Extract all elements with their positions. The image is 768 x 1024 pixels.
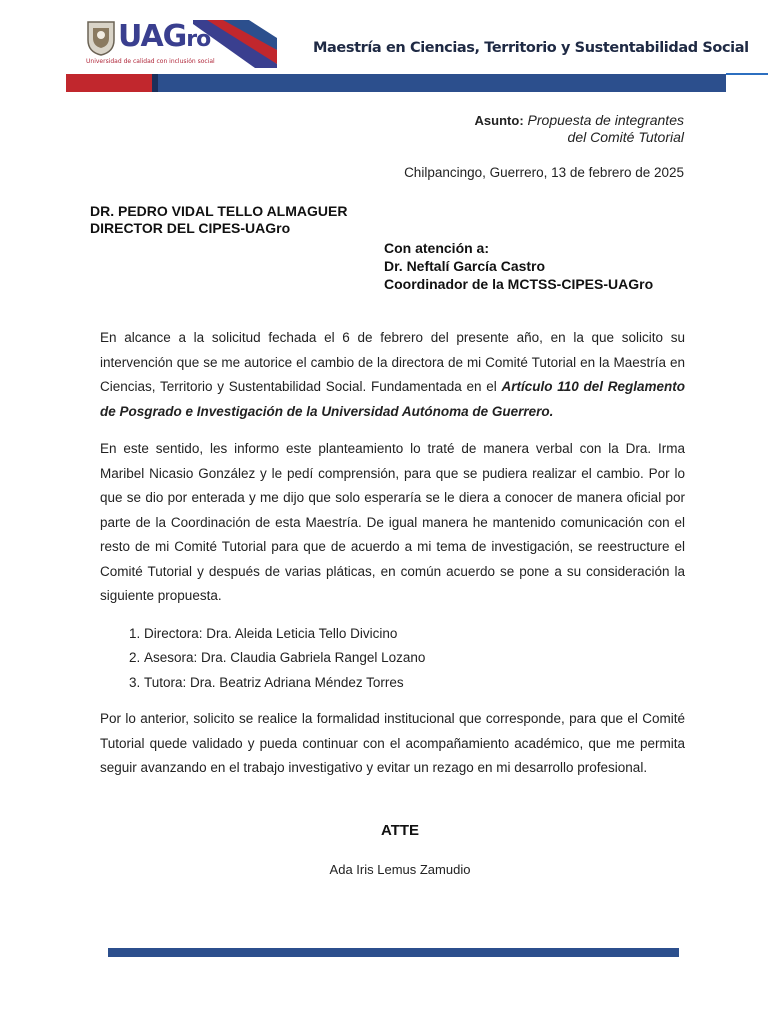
header-bar <box>66 74 726 92</box>
footer-bar <box>108 948 679 957</box>
signer-name: Ada Iris Lemus Zamudio <box>329 862 471 877</box>
attention-title: Coordinador de la MCTSS-CIPES-UAGro <box>384 276 654 292</box>
recipient-name: DR. PEDRO VIDAL TELLO ALMAGUER <box>90 203 348 219</box>
attention-block <box>384 239 653 293</box>
logo-wordmark: UAGro <box>118 19 211 54</box>
list-item: 1. Directora: Dra. Aleida Leticia Tello Divicino <box>144 622 685 647</box>
subject-line-2: del Comité Tutorial <box>567 129 684 145</box>
subject-block <box>475 112 684 146</box>
subject-label: Asunto: <box>474 113 524 128</box>
list-item: 3. Tutora: Dra. Beatriz Adriana Méndez Torres <box>144 671 685 696</box>
list-item: 2. Asesora: Dra. Claudia Gabriela Rangel Lozano <box>144 646 685 671</box>
university-crest-icon <box>84 20 118 56</box>
attention-label: Con atención a: <box>384 240 490 256</box>
proposal-list <box>100 622 685 696</box>
paragraph-2: En este sentido, les informo este planteamiento lo traté de manera verbal con la Dra. Irma Maribel Nicasio González y le pedí comprensión, para que se pudiera realizar el cambio. Por lo que se dio por enterada y me dijo que solo esperaría se le diera a conocer de manera oficial por parte de la Coordinación de esta Maestría. De igual manera he mantenido comunicación con el resto de mi Comité Tutorial para que de acuerdo a mi tema de investigación, se reestructure el Comité Tutorial y después de varias pláticas, en común acuerdo se pone a su consideración la siguiente propuesta. <box>100 441 685 603</box>
paragraph-1: En alcance a la solicitud fechada el 6 de febrero del presente año, en la que solicito su intervención que se me autorice el cambio de la directora de mi Comité Tutorial en la Maestría en Ciencias, Territorio y Sustentabilidad Social. Fundamentada en el Artículo 110 del Reglamento de Posgrado e Investigación de la Universidad Autónoma de Guerrero. <box>100 330 685 419</box>
recipient-title: DIRECTOR DEL CIPES-UAGro <box>90 220 291 236</box>
subject-line-1: Propuesta de integrantes <box>527 112 684 128</box>
attention-name: Dr. Neftalí García Castro <box>384 258 546 274</box>
header-accent-line <box>726 73 768 75</box>
letter-date: Chilpancingo, Guerrero, 13 de febrero de 2025 <box>404 165 684 180</box>
regulation-reference: Artículo 110 del Reglamento de Posgrado e Investigación de la Universidad Autónoma de Guerrero. <box>100 379 685 419</box>
program-title: Maestría en Ciencias, Territorio y Sustentabilidad Social <box>313 40 749 56</box>
logo-tagline: Universidad de calidad con inclusión social <box>86 58 215 65</box>
letter-body <box>100 326 685 794</box>
recipient-block <box>90 203 347 237</box>
closing-atte: ATTE <box>380 822 420 839</box>
paragraph-3: Por lo anterior, solicito se realice la formalidad institucional que corresponde, para que el Comité Tutorial quede validado y pueda continuar con el acompañamiento académico, que me permita seguir avanzando en el trabajo investigativo y evitar un rezago en mi desarrollo profesional. <box>100 711 685 775</box>
